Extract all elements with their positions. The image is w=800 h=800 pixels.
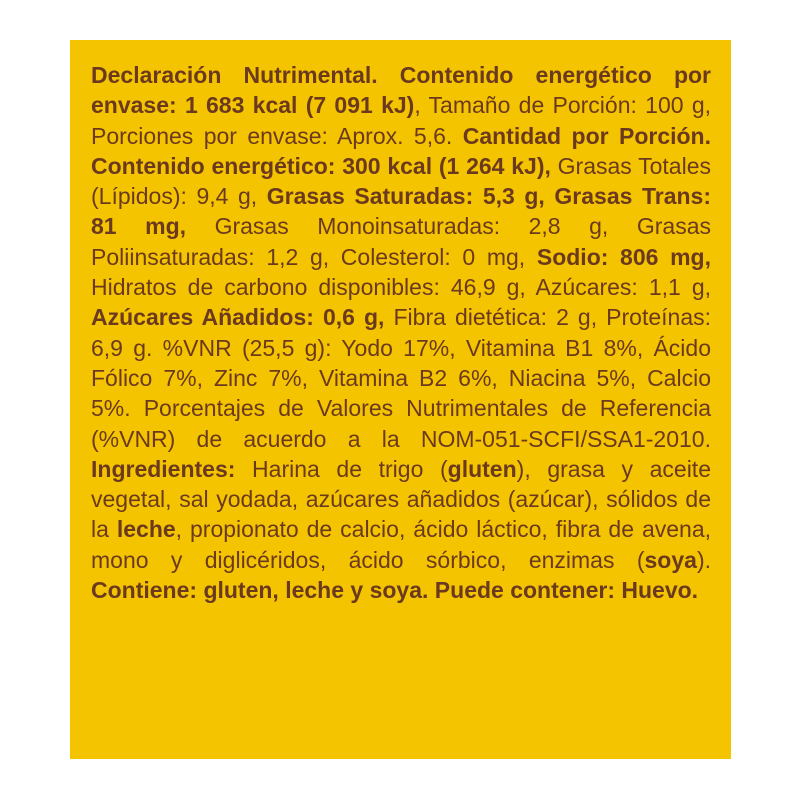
ingredients-part-3: , propionato de calcio, ácido láctico, fibra de avena, mono y diglicéridos, ácido sórbico, enzimas ( bbox=[91, 516, 711, 573]
nutrition-label-panel bbox=[70, 40, 731, 759]
allergen-milk: leche bbox=[116, 516, 176, 543]
sodium: Sodio: 806 mg, bbox=[536, 243, 711, 270]
declaration-heading: Declaración Nutrimental. Contenido energético por envase: 1 683 kcal (7 091 kJ) bbox=[91, 62, 711, 119]
ingredients-part-2: ), grasa y aceite vegetal, sal yodada, azúcares añadidos (azúcar), sólidos de la bbox=[91, 455, 711, 543]
per-serving-heading: Cantidad por Porción. Contenido energético: 300 kcal (1 264 kJ), bbox=[91, 122, 711, 179]
added-sugars: Azúcares Añadidos: 0,6 g, bbox=[91, 304, 385, 331]
fiber-protein-vitamins: Fibra dietética: 2 g, Proteínas: 6,9 g. %VNR (25,5 g): Yodo 17%, Vitamina B1 8%, Ácido Fólico 7%, Zinc 7%, Vitamina B2 6%, Niacina 5%, Calcio 5%. Porcentajes de Valores Nutrimentales de Referencia (%VNR) de acuerdo a la NOM-051-SCFI/SSA1-2010. bbox=[91, 304, 712, 452]
carbohydrates-sugars: Hidratos de carbono disponibles: 46,9 g, Azúcares: 1,1 g, bbox=[91, 274, 711, 301]
ingredients-part-1: Harina de trigo ( bbox=[235, 455, 448, 482]
other-fats-cholesterol: Grasas Monoinsaturadas: 2,8 g, Grasas Poliinsaturadas: 1,2 g, Colesterol: 0 mg, bbox=[91, 213, 712, 270]
allergen-soy: soya bbox=[644, 546, 697, 573]
ingredients-heading: Ingredientes: bbox=[91, 455, 236, 482]
allergen-statement: Contiene: gluten, leche y soya. Puede contener: Huevo. bbox=[91, 577, 699, 604]
saturated-trans-fat: Grasas Saturadas: 5,3 g, Grasas Trans: 81 mg, bbox=[91, 183, 712, 240]
nutrition-label-text bbox=[91, 60, 711, 605]
allergen-gluten: gluten bbox=[447, 455, 517, 482]
ingredients-part-4: ). bbox=[696, 546, 711, 573]
total-fat: Grasas Totales (Lípidos): 9,4 g, bbox=[91, 152, 712, 210]
serving-info: , Tamaño de Porción: 100 g, Porciones por envase: Aprox. 5,6. bbox=[91, 92, 711, 149]
